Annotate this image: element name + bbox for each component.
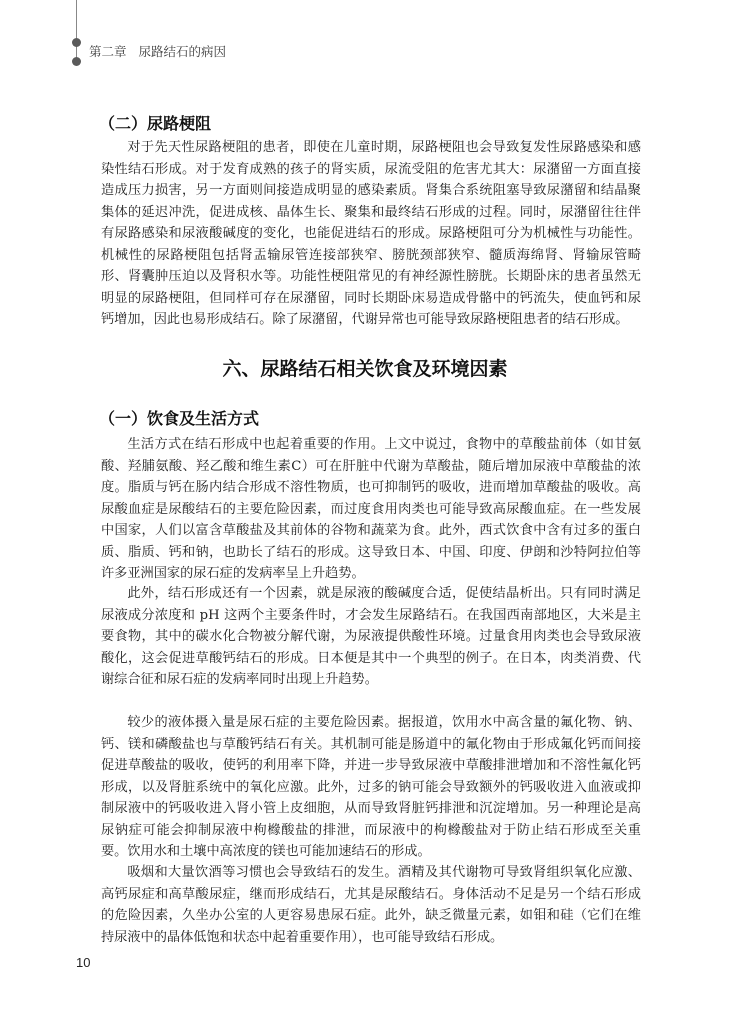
header-vertical-rule: [76, 0, 77, 62]
page-number: 10: [76, 955, 91, 970]
header-chapter: 第二章: [89, 44, 127, 59]
paragraph-obstruction: 对于先天性尿路梗阻的患者，即使在儿童时期，尿路梗阻也会导致复发性尿路感染和感染性结石形成。对于发育成熟的孩子的肾实质，尿流受阻的危害尤其大：尿潴留一方面直接造成压力损害，另一方面则间接造成明显的感染素质。肾集合系统阻塞导致尿潴留和结晶聚集体的延迟冲洗，促进成核、晶体生长、聚集和最终结石形成的过程。同时，尿潴留往往伴有尿路感染和尿液酸碱度的变化，也能促进结石的形成。尿路梗阻可分为机械性与功能性。机械性的尿路梗阻包括肾盂输尿管连接部狭窄、膀胱颈部狭窄、髓质海绵肾、肾输尿管畸形、肾囊肿压迫以及肾积水等。功能性梗阻常见的有神经源性膀胱。长期卧床的患者虽然无明显的尿路梗阻，但同样可存在尿潴留，同时长期卧床易造成骨骼中的钙流失，使血钙和尿钙增加，因此也易形成结石。除了尿潴留，代谢异常也可能导致尿路梗阻患者的结石形成。: [101, 140, 641, 327]
paragraph-diet-1: 生活方式在结石形成中也起着重要的作用。上文中说过，食物中的草酸盐前体（如甘氨酸、羟脯氨酸、羟乙酸和维生素C）可在肝脏中代谢为草酸盐，随后增加尿液中草酸盐的浓度。脂质与钙在肠内结合形成不溶性物质，也可抑制钙的吸收，进而增加草酸盐的吸收。高尿酸血症是尿酸结石的主要危险因素，而过度食用肉类也可能导致高尿酸血症。在一些发展中国家，人们以富含草酸盐及其前体的谷物和蔬菜为食。此外，西式饮食中含有过多的蛋白质、脂质、钙和钠，也助长了结石的形成。这导致日本、中国、印度、伊朗和沙特阿拉伯等许多亚洲国家的尿石症的发病率呈上升趋势。: [101, 437, 641, 581]
running-header: [89, 42, 226, 60]
paragraph-diet-3: 较少的液体摄入量是尿石症的主要危险因素。据报道，饮用水中高含量的氟化物、钠、钙、镁和磷酸盐也与草酸钙结石有关。其机制可能是肠道中的氟化物由于形成氟化钙而间接促进草酸盐的吸收，使钙的利用率下降，并进一步导致尿液中草酸排泄增加和不溶性氟化钙形成，以及肾脏系统中的氧化应激。此外，过多的钠可能会导致额外的钙吸收进入血液或抑制尿液中的钙吸收进入肾小管上皮细胞，从而导致肾脏钙排泄和沉淀增加。另一种理论是高尿钠症可能会抑制尿液中枸橼酸盐的排泄，而尿液中的枸橼酸盐对于防止结石形成至关重要。饮用水和土壤中高浓度的镁也可能加速结石的形成。: [101, 715, 641, 859]
header-bullet-dot-lower: [72, 57, 81, 66]
paragraph-diet-2: 此外，结石形成还有一个因素，就是尿液的酸碱度合适，促使结晶析出。只有同时满足尿液成分浓度和 pH 这两个主要条件时，才会发生尿路结石。在我国西南部地区，大米是主要食物，其中的碳水化合物被分解代谢，为尿液提供酸性环境。过量食用肉类也会导致尿液酸化，这会促进草酸钙结石的形成。日本便是其中一个典型的例子。在日本，肉类消费、代谢综合征和尿石症的发病率同时出现上升趋势。: [101, 586, 641, 687]
paragraph-diet-4: 吸烟和大量饮酒等习惯也会导致结石的发生。酒精及其代谢物可导致肾组织氧化应激、高钙尿症和高草酸尿症，继而形成结石，尤其是尿酸结石。身体活动不足是另一个结石形成的危险因素，久坐办公室的人更容易患尿石症。此外，缺乏微量元素，如钼和硅（它们在维持尿液中的晶体低饱和状态中起着重要作用），也可能导致结石形成。: [101, 865, 641, 945]
header-bullet-dot: [72, 38, 81, 47]
subsection-heading-obstruction: （二）尿路梗阻: [99, 114, 212, 133]
header-title: 尿路结石的病因: [138, 44, 227, 59]
section-heading-6: 六、尿路结石相关饮食及环境因素: [222, 358, 508, 380]
subsection-heading-diet: （一）饮食及生活方式: [99, 409, 260, 428]
